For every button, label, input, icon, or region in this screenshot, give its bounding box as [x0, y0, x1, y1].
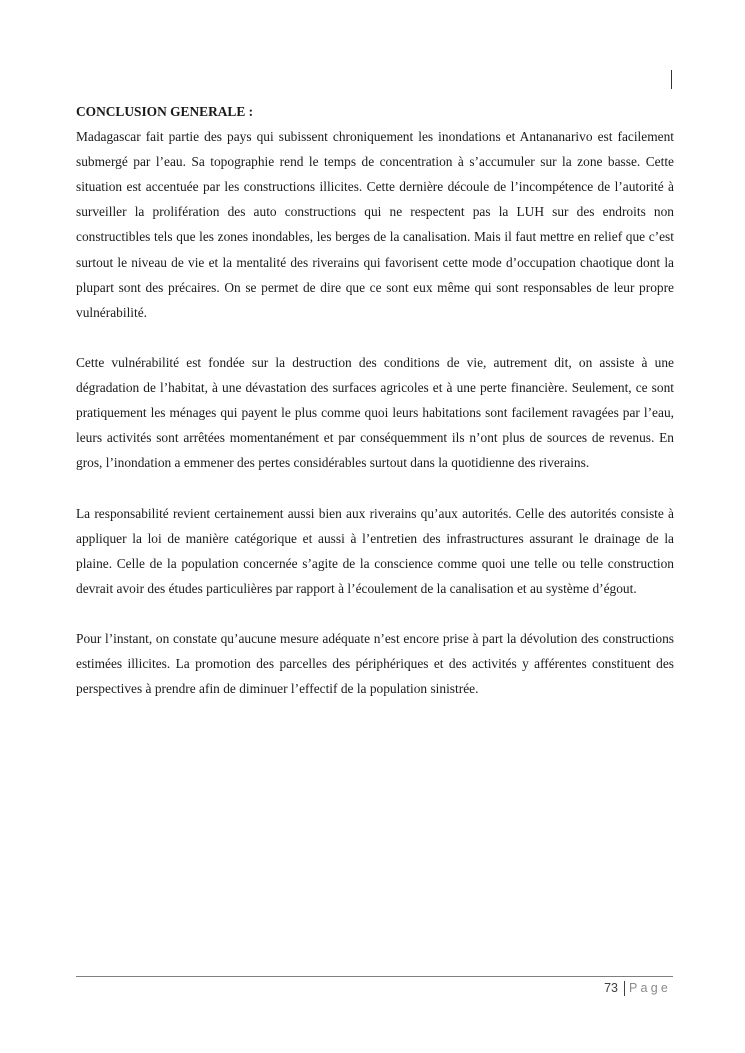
paragraph-1: Madagascar fait partie des pays qui subissent chroniquement les inondations et Antananarivo est facilement submergé par l’eau. Sa topographie rend le temps de concentration à s’accumuler sur la zone basse. Cette situation est accentuée par les constructions illicites. Cette dernière découle de l’incompétence de l’autorité à surveiller la prolifération des auto constructions qui ne respectent pas la LUH sur des endroits non constructibles tels que les zones inondables, les berges de la canalisation. Mais il faut mettre en relief que c’est surtout le niveau de vie et la mentalité des riverains qui favorisent cette mode d’occupation chaotique dont la plupart sont des précaires. On se permet de dire que ce sont eux même qui sont responsables de leur propre vulnérabilité.	[76, 129, 674, 320]
paragraph-4: Pour l’instant, on constate qu’aucune mesure adéquate n’est encore prise à part la dévolution des constructions estimées illicites. La promotion des parcelles des périphériques et des activités y afférentes constituent des perspectives à prendre afin de diminuer l’effectif de la population sinistrée.	[76, 630, 674, 697]
page-footer	[604, 980, 671, 996]
paragraph-2: Cette vulnérabilité est fondée sur la destruction des conditions de vie, autrement dit, on assiste à une dégradation de l’habitat, à une dévastation des surfaces agricoles et à une perte financière. Seulement, ce sont pratiquement les ménages qui payent le plus comme quoi leurs habitations sont facilement ravagées par l’eau, leurs activités sont arrêtées momentanément et par conséquemment ils n’ont plus de sources de revenus. En gros, l’inondation a emmener des pertes considérables surtout dans la quotidienne des riverains.	[76, 354, 674, 471]
document-body	[76, 99, 674, 701]
page-label: Page	[629, 981, 671, 995]
section-heading: CONCLUSION GENERALE :	[76, 104, 254, 119]
footer-divider	[76, 976, 673, 977]
paragraph-3: La responsabilité revient certainement aussi bien aux riverains qu’aux autorités. Celle des autorités consiste à appliquer la loi de manière catégorique et aussi à l’entretien des infrastructures assurant le drainage de la plaine. Celle de la population concernée s’agite de la conscience comme quoi une telle ou telle construction devrait avoir des études particulières par rapport à l’écoulement de la canalisation et au système d’égout.	[76, 505, 674, 596]
header-cursor-mark	[671, 70, 672, 89]
footer-separator	[624, 981, 625, 996]
page-number: 73	[604, 981, 618, 995]
